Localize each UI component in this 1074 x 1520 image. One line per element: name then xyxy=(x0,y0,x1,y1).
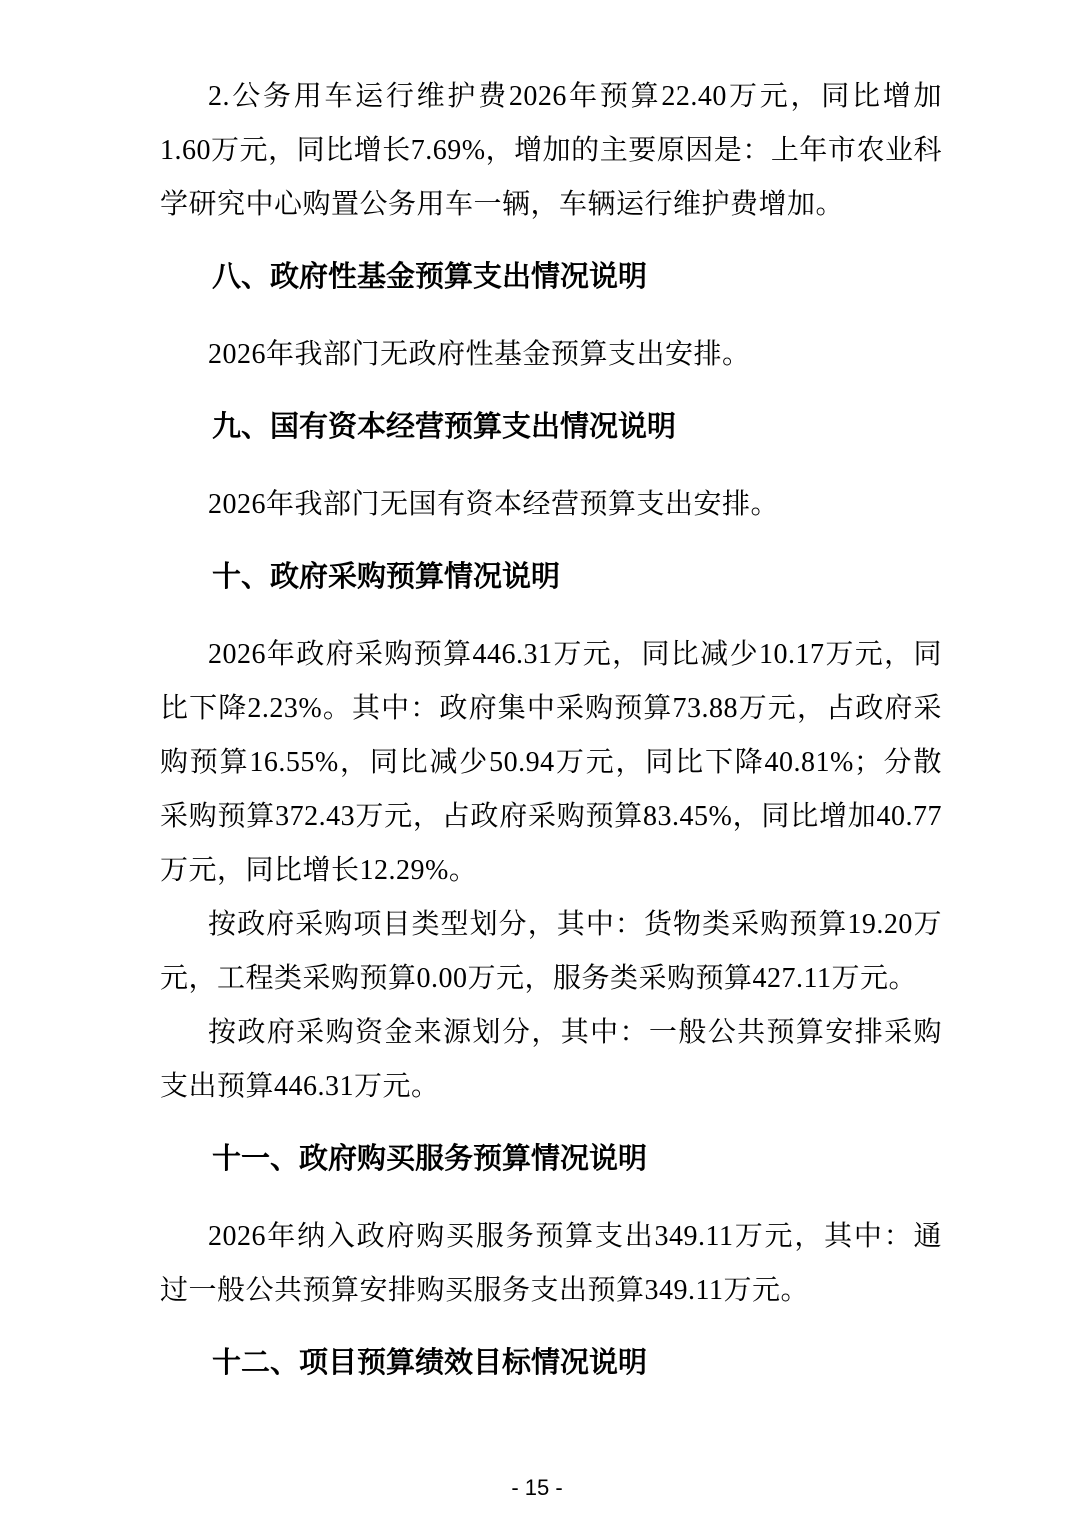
heading-section-11-purchased-services: 十一、政府购买服务预算情况说明 xyxy=(212,1143,648,1175)
heading-section-10-procurement: 十、政府采购预算情况说明 xyxy=(212,561,561,593)
paragraph-procurement-by-source: 按政府采购资金来源划分，其中：一般公共预算安排采购支出预算446.31万元。 xyxy=(160,1017,942,1102)
document-content xyxy=(160,70,942,1414)
paragraph-purchased-services: 2026年纳入政府购买服务预算支出349.11万元，其中：通过一般公共预算安排购买服务支出预算349.11万元。 xyxy=(160,1221,942,1306)
paragraph-procurement-budget: 2026年政府采购预算446.31万元，同比减少10.17万元，同比下降2.23%。其中：政府集中采购预算73.88万元，占政府采购预算16.55%，同比减少50.94万元，同比下降40.81%；分散采购预算372.43万元，占政府采购预算83.45%，同比增加40.77万元，同比增长12.29%。 xyxy=(160,639,942,886)
heading-section-12-performance-goals: 十二、项目预算绩效目标情况说明 xyxy=(212,1347,648,1379)
paragraph-vehicle-maintenance: 2.公务用车运行维护费2026年预算22.40万元，同比增加1.60万元，同比增长7.69%，增加的主要原因是：上年市农业科学研究中心购置公务用车一辆，车辆运行维护费增加。 xyxy=(160,81,942,220)
heading-section-9-state-capital: 九、国有资本经营预算支出情况说明 xyxy=(212,411,677,443)
paragraph-state-capital-none: 2026年我部门无国有资本经营预算支出安排。 xyxy=(208,489,780,520)
page-number: - 15 - xyxy=(511,1475,563,1500)
heading-section-8-govt-funds: 八、政府性基金预算支出情况说明 xyxy=(212,261,648,293)
paragraph-procurement-by-type: 按政府采购项目类型划分，其中：货物类采购预算19.20万元，工程类采购预算0.00万元，服务类采购预算427.11万元。 xyxy=(160,909,942,994)
paragraph-govt-funds-none: 2026年我部门无政府性基金预算支出安排。 xyxy=(208,339,751,370)
